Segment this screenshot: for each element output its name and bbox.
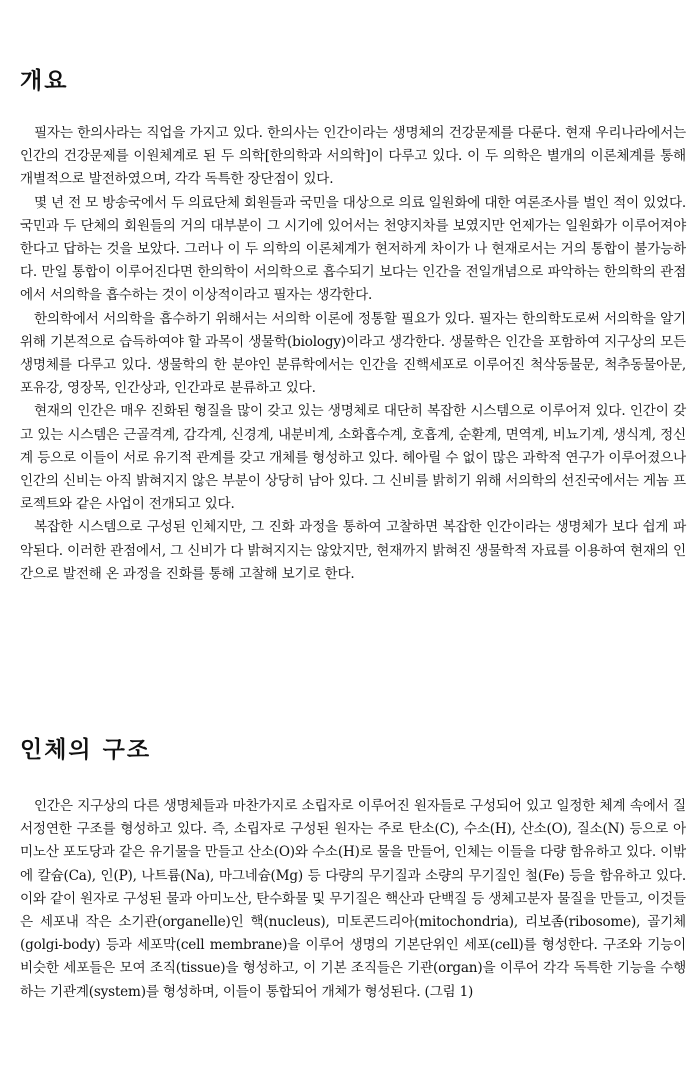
section-heading: 인체의 구조 [20, 737, 152, 763]
section-heading: 개요 [20, 68, 69, 94]
section-overview [20, 66, 686, 586]
paragraph: 필자는 한의사라는 직업을 가지고 있다. 한의사는 인간이라는 생명체의 건강문제를 다룬다. 현재 우리나라에서는 인간의 건강문제를 이원체계로 된 두 의학[한의학과 서의학]이 다루고 있다. 이 두 의학은 별개의 이론체계를 통해 개별적으로 발전하였으며, 각각 독특한 장단점이 있다. [20, 125, 686, 188]
section-body-structure [20, 735, 686, 1004]
paragraph: 복잡한 시스템으로 구성된 인체지만, 그 진화 과정을 통하여 고찰하면 복잡한 인간이라는 생명체가 보다 쉽게 파악된다. 이러한 관점에서, 그 신비가 다 밝혀지지는 않았지만, 현재까지 밝혀진 생물학적 자료를 이용하여 현재의 인간으로 발전해 온 과정을 진화를 통해 고찰해 보기로 한다. [20, 519, 686, 582]
paragraph: 현재의 인간은 매우 진화된 형질을 많이 갖고 있는 생명체로 대단히 복잡한 시스템으로 이루어져 있다. 인간이 갖고 있는 시스템은 근골격계, 감각계, 신경계, 내분비계, 소화흡수계, 호흡계, 순환계, 면역계, 비뇨기계, 생식계, 정신계 등으로 이들이 서로 유기적 관계를 갖고 개체를 형성하고 있다. 헤아릴 수 없이 많은 과학적 연구가 이루어졌으나 인간의 신비는 아직 밝혀지지 않은 부분이 상당히 남아 있다. 그 신비를 밝히기 위해 서의학의 선진국에서는 게놈 프로젝트와 같은 사업이 전개되고 있다. [20, 403, 686, 513]
section-body [20, 795, 686, 1004]
paragraph: 한의학에서 서의학을 흡수하기 위해서는 서의학 이론에 정통할 필요가 있다. 필자는 한의학도로써 서의학을 알기 위해 기본적으로 습득하여야 할 과목이 생물학(biology)이라고 생각한다. 생물학은 인간을 포함하여 지구상의 모든 생명체를 다루고 있다. 생물학의 한 분야인 분류학에서는 인간을 진핵세포로 이루어진 척삭동물문, 척추동물아문, 포유강, 영장목, 인간상과, 인간과로 분류하고 있다. [20, 310, 686, 397]
paragraph: 몇 년 전 모 방송국에서 두 의료단체 회원들과 국민을 대상으로 의료 일원화에 대한 여론조사를 벌인 적이 있었다. 국민과 두 단체의 회원들의 거의 대부분이 그 시기에 있어서는 천양지차를 보였지만 언제가는 일원화가 이루어져야 한다고 답하는 것을 보았다. 그러나 이 두 의학의 이론체계가 현저하게 차이가 나 현재로서는 거의 통합이 불가능하다. 만일 통합이 이루어진다면 한의학이 서의학으로 흡수되기 보다는 인간을 전일개념으로 파악하는 한의학의 관점에서 서의학을 흡수하는 것이 이상적이라고 필자는 생각한다. [20, 194, 686, 304]
section-body [20, 122, 686, 586]
paragraph: 인간은 지구상의 다른 생명체들과 마찬가지로 소립자로 이루어진 원자들로 구성되어 있고 일정한 체계 속에서 질서정연한 구조를 형성하고 있다. 즉, 소립자로 구성된 원자는 주로 탄소(C), 수소(H), 산소(O), 질소(N) 등으로 아미노산 포도당과 같은 유기물을 만들고 산소(O)와 수소(H)로 물을 만들어, 인체는 이들을 다량 함유하고 있다. 이밖에 칼슘(Ca), 인(P), 나트륨(Na), 마그네슘(Mg) 등 다량의 무기질과 소량의 무기질인 철(Fe) 등을 함유하고 있다. 이와 같이 원자로 구성된 물과 아미노산, 탄수화물 및 무기질은 핵산과 단백질 등 생체고분자 물질을 만들고, 이것들은 세포내 작은 소기관(organelle)인 핵(nucleus), 미토콘드리아(mitochondria), 리보좀(ribosome), 골기체(golgi-body) 등과 세포막(cell membrane)을 이루어 생명의 기본단위인 세포(cell)를 형성한다. 구조와 기능이 비슷한 세포들은 모여 조직(tissue)을 형성하고, 이 기본 조직들은 기관(organ)을 이루어 각각 독특한 기능을 수행하는 기관계(system)를 형성하며, 이들이 통합되어 개체가 형성된다. (그림 1) [20, 798, 686, 1000]
